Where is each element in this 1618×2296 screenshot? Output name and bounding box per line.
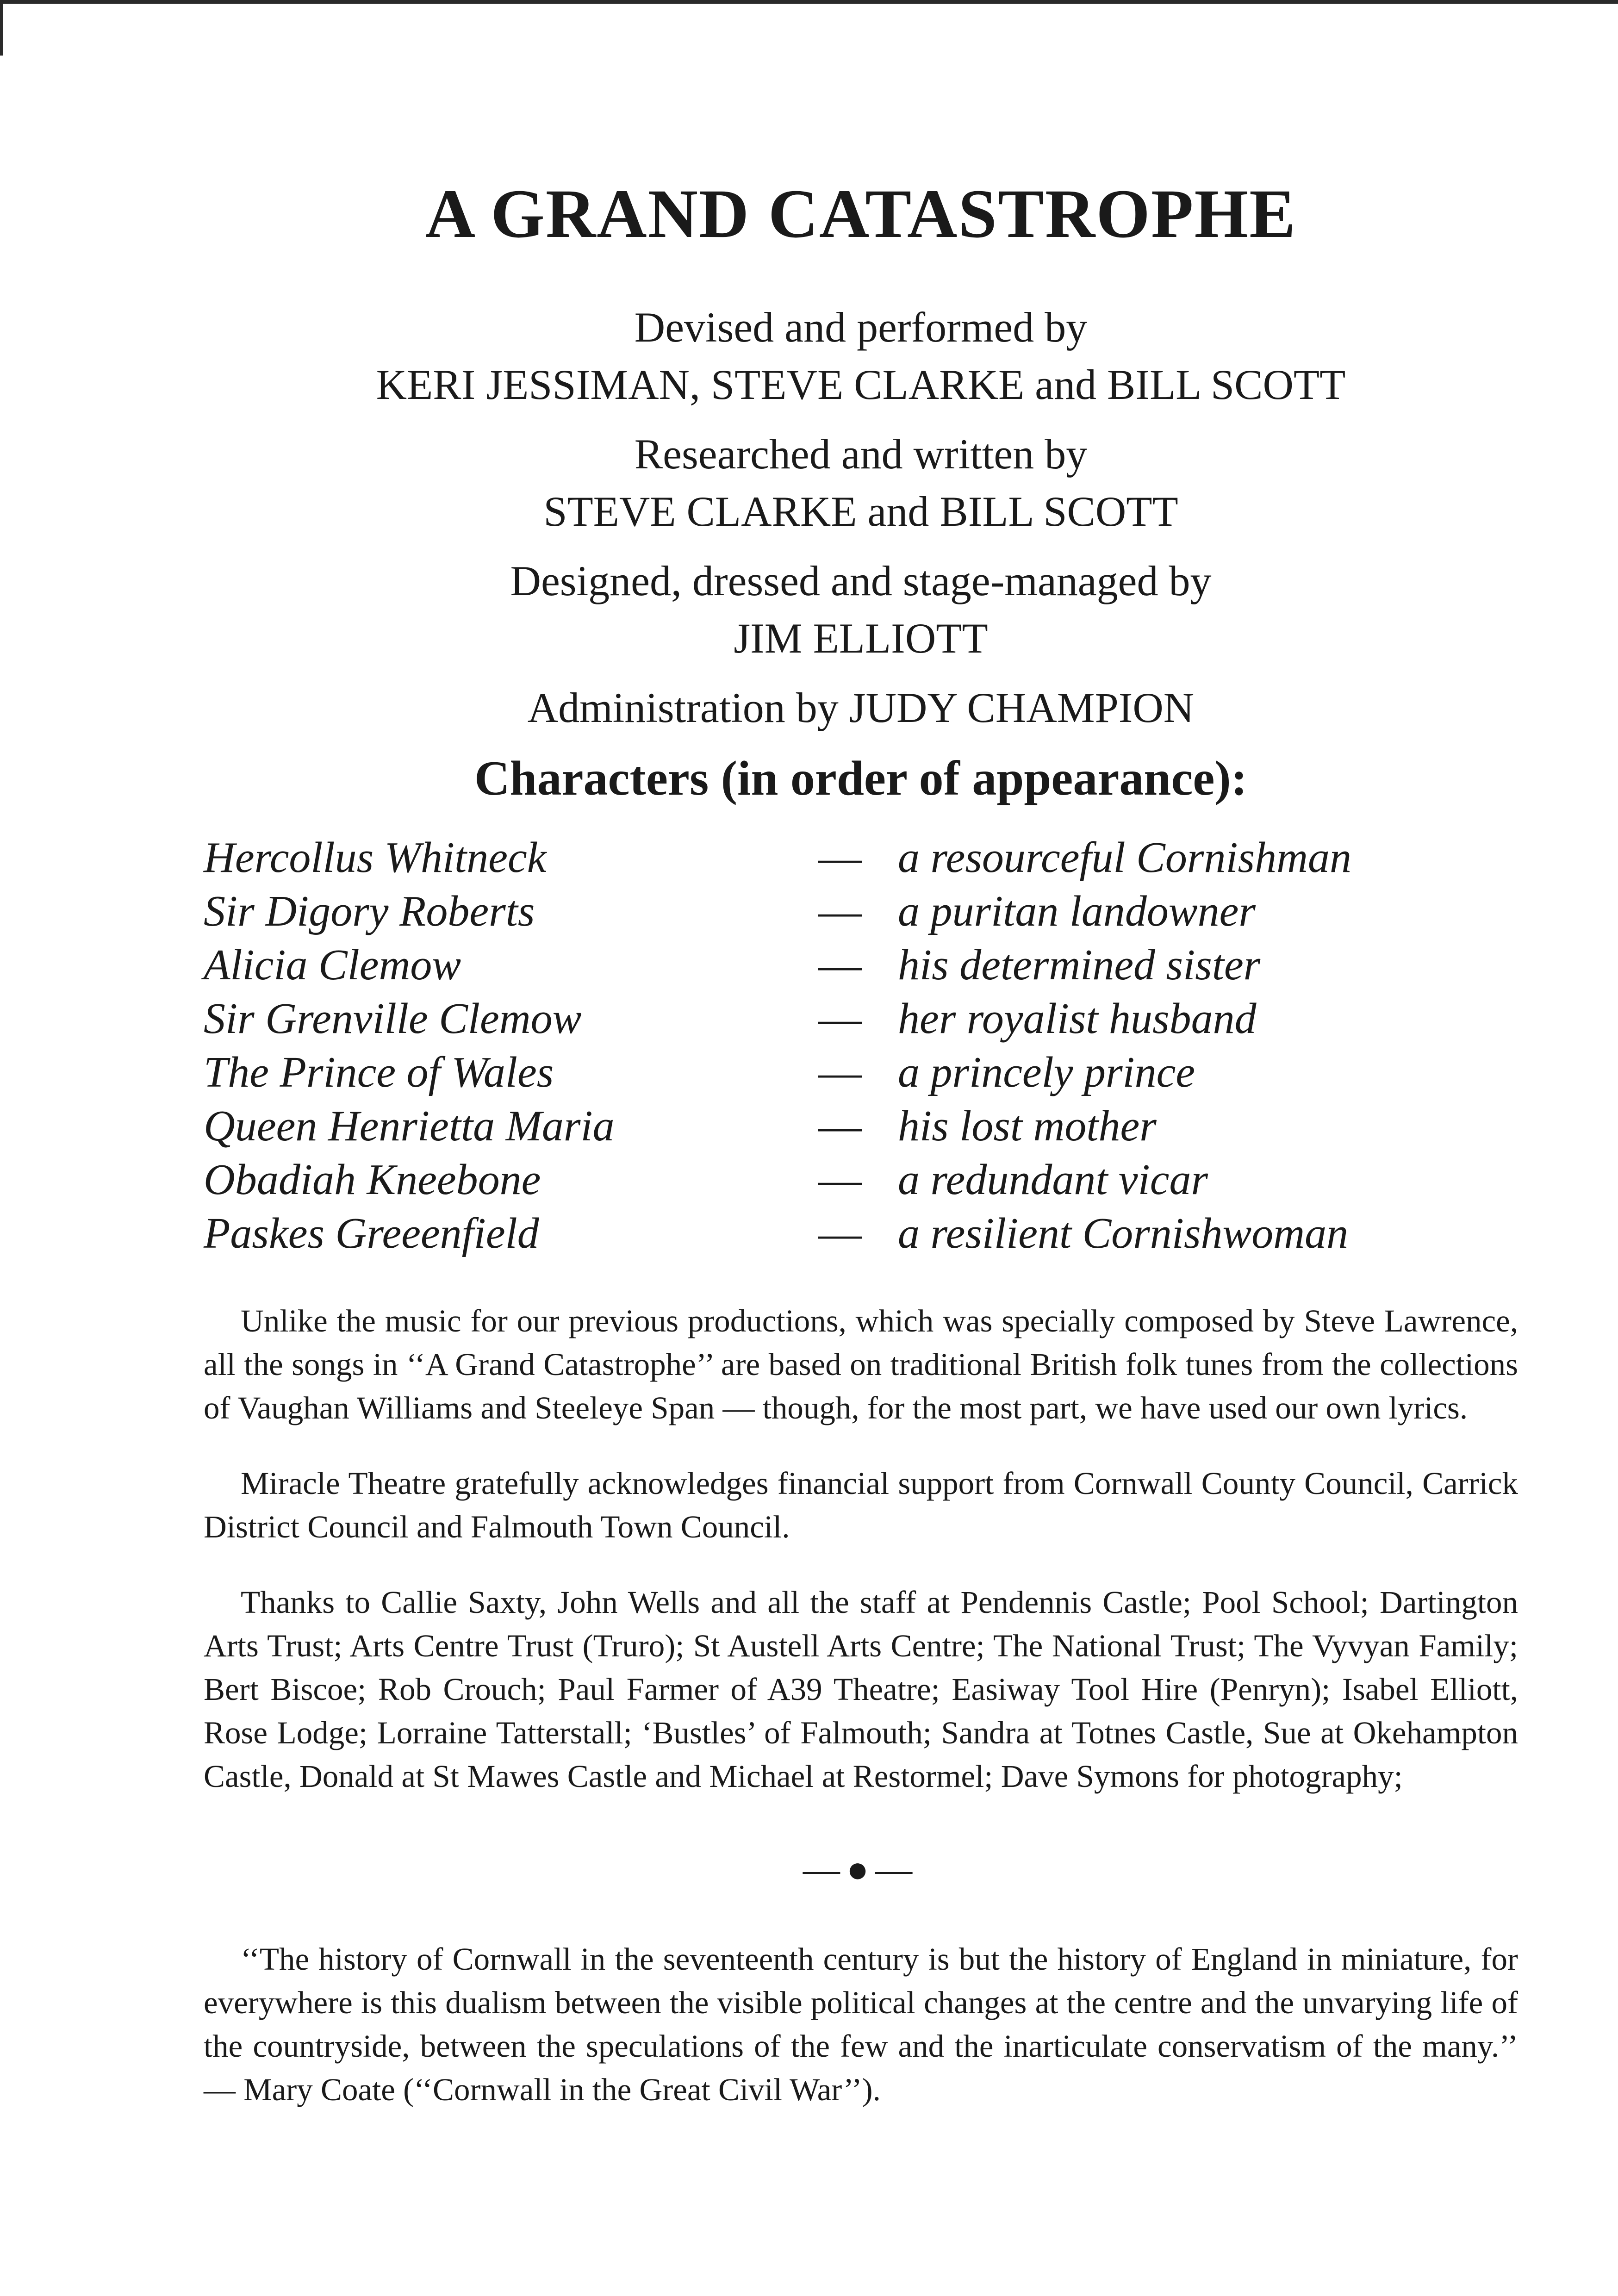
character-role: a resilient Cornishwoman — [898, 1209, 1349, 1257]
character-row — [204, 992, 1518, 1045]
character-name: Queen Henrietta Maria — [204, 1101, 615, 1150]
character-role: his determined sister — [898, 940, 1261, 989]
character-name: Alicia Clemow — [204, 940, 461, 989]
character-name: The Prince of Wales — [204, 1048, 554, 1096]
credit-label: Devised and performed by — [634, 304, 1088, 351]
left-edge-rule — [0, 0, 3, 56]
music-note-paragraph: Unlike the music for our previous productions, which was specially composed by Steve Lawrence, all the songs in ‘‘A Grand Catastrophe’’ are based on traditional British folk tunes from the collections of Vaughan Williams and Steeleye Span — though, for the most part, we have used our own lyrics. — [204, 1303, 1518, 1425]
credit-names: KERI JESSIMAN, STEVE CLARKE and BILL SCOTT — [376, 361, 1346, 408]
character-name: Hercollus Whitneck — [204, 833, 547, 882]
thanks-paragraph: Thanks to Callie Saxty, John Wells and all the staff at Pendennis Castle; Pool School; Dartington Arts Trust; Arts Centre Trust (Truro); St Austell Arts Centre; The National Trust; The Vyvyan Family; Bert Biscoe; Rob Crouch; Paul Farmer of A39 Theatre; Easiway Tool Hire (Penryn); Isabel Elliott, Rose Lodge; Lorraine Tatterstall; ‘Bustles’ of Falmouth; Sandra at Totnes Castle, Sue at Okehampton Castle, Donald at St Mawes Castle and Michael at Restormel; Dave Symons for photography; — [204, 1584, 1518, 1794]
credit-administration — [204, 679, 1518, 736]
character-dash: — — [818, 833, 862, 882]
character-role: a redundant vicar — [898, 1155, 1208, 1204]
character-dash: — — [818, 1101, 862, 1150]
character-row — [204, 1045, 1518, 1099]
character-dash: — — [818, 1048, 862, 1096]
character-row — [204, 831, 1518, 884]
credit-names: JIM ELLIOTT — [734, 615, 988, 662]
character-role: a princely prince — [898, 1048, 1195, 1096]
credit-label: Designed, dressed and stage-managed by — [510, 557, 1212, 604]
credit-names: STEVE CLARKE and BILL SCOTT — [543, 488, 1178, 535]
closing-quote: ‘‘The history of Cornwall in the seventeenth century is but the history of England in miniature, for everywhere is this dualism between the visible political changes at the centre and the unvarying life of the countryside, between the speculations of the few and the inarticulate conservatism of the many.’’ — Mary Coate (‘‘Cornwall in the Great Civil War’’). — [204, 1941, 1518, 2107]
character-name: Sir Grenville Clemow — [204, 994, 582, 1043]
character-row — [204, 1207, 1518, 1260]
credit-devised — [204, 299, 1518, 413]
character-dash: — — [818, 1209, 862, 1257]
character-role: her royalist husband — [898, 994, 1257, 1043]
page-title: A GRAND CATASTROPHE — [425, 175, 1297, 252]
character-role: his lost mother — [898, 1101, 1157, 1150]
character-name: Obadiah Kneebone — [204, 1155, 541, 1204]
programme-page — [204, 176, 1518, 2111]
character-row — [204, 1153, 1518, 1207]
credits-section — [204, 299, 1518, 736]
characters-list — [204, 831, 1518, 1260]
credit-written — [204, 425, 1518, 540]
character-row — [204, 938, 1518, 992]
characters-heading: Characters (in order of appearance): — [474, 751, 1248, 805]
credit-designed — [204, 552, 1518, 667]
character-role: a puritan landowner — [898, 887, 1256, 935]
character-row — [204, 884, 1518, 938]
character-name: Paskes Greeenfield — [204, 1209, 539, 1257]
character-role: a resourceful Cornishman — [898, 833, 1352, 882]
character-dash: — — [818, 994, 862, 1043]
funding-acknowledgement-paragraph: Miracle Theatre gratefully acknowledges financial support from Cornwall County Council, Carrick District Council and Falmouth Town Council. — [204, 1465, 1518, 1544]
credit-label: Researched and written by — [634, 430, 1088, 478]
credit-label: Administration by JUDY CHAMPION — [527, 684, 1195, 731]
character-row — [204, 1099, 1518, 1153]
character-dash: — — [818, 940, 862, 989]
character-dash: — — [818, 1155, 862, 1204]
character-dash: — — [818, 887, 862, 935]
notes-section — [204, 1299, 1518, 1798]
top-edge-rule — [0, 0, 1618, 4]
section-divider: —●— — [803, 1849, 919, 1890]
character-name: Sir Digory Roberts — [204, 887, 535, 935]
